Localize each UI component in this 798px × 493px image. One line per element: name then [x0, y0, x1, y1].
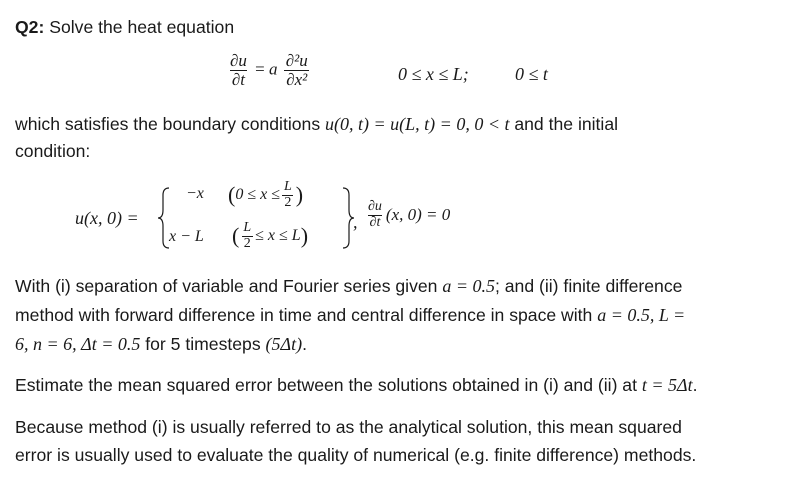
question-title: Solve the heat equation — [44, 17, 235, 37]
du-dt-fraction — [228, 52, 249, 89]
du-dt-initial-fraction — [366, 200, 384, 230]
deriv-denominator: ∂t — [369, 214, 381, 230]
para1-line3-b: for 5 timesteps — [140, 334, 266, 354]
case-2-frac-den: 2 — [243, 235, 251, 251]
boundary-tail: and the initial — [509, 114, 619, 134]
boundary-math: u(0, t) = u(L, t) = 0, 0 < t — [325, 114, 510, 134]
x-domain: 0 ≤ x ≤ L; — [398, 64, 469, 84]
para1-line1-a: With (i) separation of variable and Fourier series given — [15, 276, 443, 296]
para1-line1-math: a = 0.5 — [442, 276, 495, 296]
equals-sign: = — [255, 59, 265, 79]
case-2-expression: x − L — [169, 228, 204, 245]
case-2 — [169, 228, 204, 246]
para1-line-3 — [15, 334, 307, 354]
para1-line3-c: . — [302, 334, 307, 354]
case-1-cond-left: 0 ≤ x ≤ — [235, 186, 280, 204]
d2u-numerator: ∂²u — [285, 51, 308, 70]
diffusion-coefficient: a — [269, 59, 278, 79]
initial-derivative — [364, 200, 450, 230]
initial-lhs: u(x, 0) = — [75, 208, 139, 228]
question-heading — [15, 17, 234, 37]
dt-denominator: ∂t — [231, 69, 246, 89]
case-1-frac-num: L — [284, 179, 292, 194]
case-2-cond-right: ≤ x ≤ L — [255, 227, 301, 245]
question-label: Q2: — [15, 17, 45, 37]
para2 — [15, 375, 697, 395]
deriv-numerator: ∂u — [368, 199, 382, 214]
t-domain: 0 ≤ t — [515, 64, 548, 84]
para1-line2-math: a = 0.5, L = — [597, 305, 686, 325]
para3-line-2: error is usually used to evaluate the quality of numerical (e.g. finite difference) methods. — [15, 445, 697, 465]
para1-line1-b: ; and (ii) finite difference — [494, 276, 683, 296]
case-1-expression: −x — [186, 185, 204, 202]
boundary-text: which satisfies the boundary conditions — [15, 114, 326, 134]
dx2-denominator: ∂x² — [286, 69, 308, 89]
deriv-rest: (x, 0) = 0 — [385, 205, 451, 225]
case-2-condition: ( $\frac{L}{2}$ ≤ x ≤ L) — [232, 220, 309, 251]
para1-line-1 — [15, 276, 682, 296]
para1-line3-math2: (5Δt) — [265, 334, 303, 354]
case-1 — [186, 185, 204, 203]
para2-text: Estimate the mean squared error between the solutions obtained in (i) and (ii) at — [15, 375, 642, 395]
para1-line-2 — [15, 305, 685, 325]
d2u-dx2-fraction — [284, 52, 310, 89]
para3-line-1: Because method (i) is usually referred to as the analytical solution, this mean squared — [15, 417, 682, 437]
para2-tail: . — [692, 375, 698, 395]
case-1-fraction — [282, 180, 294, 210]
case-1-frac-den: 2 — [284, 194, 292, 210]
para1-line2-a: method with forward difference in time and central difference in space with — [15, 305, 598, 325]
du-numerator: ∂u — [230, 51, 247, 70]
para2-math: t = 5Δt — [641, 375, 693, 395]
boundary-line-1 — [15, 114, 618, 134]
boundary-line-2: condition: — [15, 141, 91, 161]
para1-line3-math: 6, n = 6, Δt = 0.5 — [15, 334, 141, 354]
case-2-fraction — [241, 221, 253, 251]
heat-equation — [226, 52, 312, 89]
initial-comma: , — [353, 212, 358, 232]
case-1-condition: (0 ≤ x ≤ $\frac{L}{2}$ ) — [228, 179, 304, 210]
case-2-frac-num: L — [243, 220, 252, 235]
